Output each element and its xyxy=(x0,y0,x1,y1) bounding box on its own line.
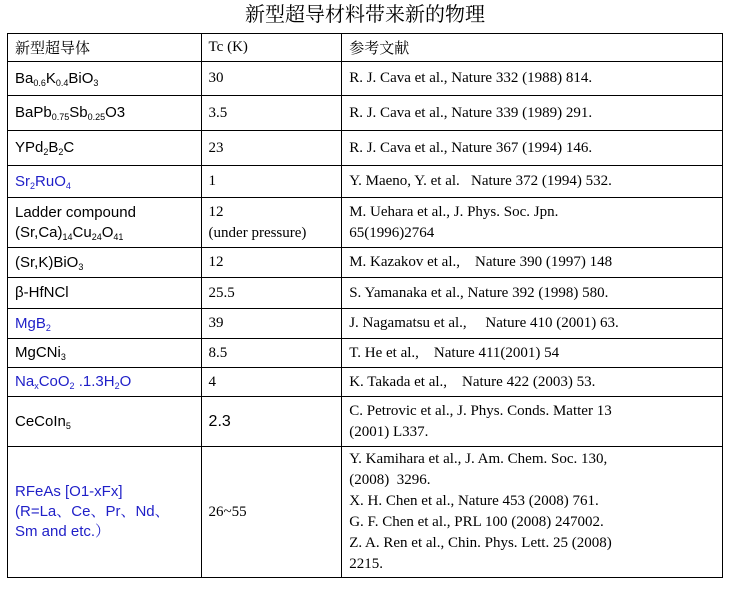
formula-text: BaPb xyxy=(15,104,52,121)
tc-value: 26~55 xyxy=(208,503,247,520)
tc-value: 30 xyxy=(208,70,224,86)
formula-text: Ba xyxy=(15,69,34,87)
tc-value: 2.3 xyxy=(208,413,231,430)
table-row xyxy=(8,278,723,309)
tc-cell xyxy=(201,278,342,309)
table-row xyxy=(8,397,723,447)
formula-text: Cu xyxy=(72,223,92,241)
formula-subscript: 3 xyxy=(78,261,84,272)
reference-line: K. Takada et al., Nature 422 (2003) 53. xyxy=(349,373,596,390)
material-cell xyxy=(8,397,202,447)
table-row xyxy=(8,198,723,248)
reference-cell xyxy=(342,368,723,397)
table-row xyxy=(8,309,723,339)
formula-text: (R=La、Ce、Pr、Nd、 xyxy=(15,503,170,520)
reference-line: X. H. Chen et al., Nature 453 (2008) 761. xyxy=(349,493,599,509)
header-reference: 参考文献 xyxy=(342,34,723,62)
formula-subscript: 3 xyxy=(60,352,66,362)
formula-text: C xyxy=(63,139,75,156)
formula-text: B xyxy=(48,139,59,156)
tc-cell xyxy=(201,339,342,368)
formula-text: .1.3H xyxy=(74,373,115,390)
formula-subscript: 0.4 xyxy=(55,77,69,88)
material-cell xyxy=(8,96,202,131)
reference-cell xyxy=(342,397,723,447)
formula-text: Na xyxy=(15,373,35,390)
formula-text: CeCoIn xyxy=(15,412,66,430)
formula-subscript: 3 xyxy=(93,77,99,88)
material-cell xyxy=(8,248,202,278)
reference-cell xyxy=(342,278,723,309)
material-cell xyxy=(8,278,202,309)
formula-text: K xyxy=(45,69,56,87)
reference-line: 65(1996)2764 xyxy=(349,224,435,241)
table-row xyxy=(8,339,723,368)
formula-text: O xyxy=(101,223,114,241)
reference-line: R. J. Cava et al., Nature 339 (1989) 291. xyxy=(349,104,593,121)
formula-subscript: 41 xyxy=(113,231,124,242)
reference-line: G. F. Chen et al., PRL 100 (2008) 247002. xyxy=(349,514,604,530)
reference-cell xyxy=(342,339,723,368)
tc-value: 39 xyxy=(208,315,224,331)
formula-text: O xyxy=(119,373,132,390)
reference-line: T. He et al., Nature 411(2001) 54 xyxy=(349,344,560,361)
material-cell xyxy=(8,166,202,198)
reference-line: Y. Maeno, Y. et al. Nature 372 (1994) 532. xyxy=(349,173,612,189)
reference-line: M. Kazakov et al., Nature 390 (1997) 148 xyxy=(349,254,613,270)
reference-line: (2001) L337. xyxy=(349,423,429,440)
tc-value: 4 xyxy=(208,373,217,390)
table-body xyxy=(8,62,723,578)
formula-text: MgB xyxy=(15,314,46,332)
formula-subscript: 4 xyxy=(65,180,71,191)
formula-subscript: 0.75 xyxy=(51,112,70,122)
reference-line: J. Nagamatsu et al., Nature 410 (2001) 63. xyxy=(349,315,619,331)
reference-cell xyxy=(342,248,723,278)
table-row xyxy=(8,447,723,578)
reference-line: Z. A. Ren et al., Chin. Phys. Lett. 25 (2008) xyxy=(349,535,612,551)
formula-text: (Sr,Ca) xyxy=(15,223,63,241)
reference-line: S. Yamanaka et al., Nature 392 (1998) 580. xyxy=(349,284,609,301)
page-title: 新型超导材料带来新的物理 xyxy=(245,2,485,26)
tc-cell xyxy=(201,368,342,397)
tc-cell xyxy=(201,397,342,447)
formula-subscript: 2 xyxy=(69,381,75,391)
header-tc: Tc (K) xyxy=(201,34,342,62)
tc-value: 3.5 xyxy=(208,104,228,121)
formula-text: YPd xyxy=(15,139,44,156)
material-cell xyxy=(8,309,202,339)
reference-line: (2008) 3296. xyxy=(349,472,431,488)
tc-cell xyxy=(201,309,342,339)
material-cell xyxy=(8,368,202,397)
tc-value: 12 xyxy=(208,254,224,270)
tc-cell xyxy=(201,166,342,198)
formula-text: O3 xyxy=(105,104,126,121)
table-row xyxy=(8,248,723,278)
reference-cell xyxy=(342,96,723,131)
material-cell xyxy=(8,339,202,368)
formula-subscript: 5 xyxy=(65,420,71,431)
reference-line: Y. Kamihara et al., J. Am. Chem. Soc. 130, xyxy=(349,451,608,467)
table-row xyxy=(8,62,723,96)
material-cell xyxy=(8,447,202,578)
tc-value: 23 xyxy=(208,139,224,156)
formula-text: (Sr,K)BiO xyxy=(15,253,79,271)
reference-cell xyxy=(342,166,723,198)
formula-text: β-HfNCl xyxy=(15,284,69,301)
reference-cell xyxy=(342,309,723,339)
header-material: 新型超导体 xyxy=(8,34,202,62)
tc-cell xyxy=(201,96,342,131)
tc-cell xyxy=(201,447,342,578)
formula-subscript: 2 xyxy=(58,147,64,157)
tc-value: 8.5 xyxy=(208,344,228,361)
reference-line: C. Petrovic et al., J. Phys. Conds. Matter 13 xyxy=(349,402,612,419)
reference-line: R. J. Cava et al., Nature 332 (1988) 814. xyxy=(349,70,593,86)
tc-cell xyxy=(201,248,342,278)
formula-text: RFeAs [O1-xFx] xyxy=(15,483,123,500)
table-row xyxy=(8,131,723,166)
table-row xyxy=(8,96,723,131)
formula-subscript: 0.6 xyxy=(33,77,46,88)
formula-text: Ladder compound xyxy=(15,203,136,221)
formula-text: RuO xyxy=(35,172,66,190)
tc-cell xyxy=(201,198,342,248)
reference-cell xyxy=(342,62,723,96)
formula-subscript: x xyxy=(34,381,39,391)
tc-value: 1 xyxy=(208,173,217,189)
reference-line: 2215. xyxy=(349,556,383,572)
formula-subscript: 2 xyxy=(114,381,120,391)
reference-cell xyxy=(342,447,723,578)
formula-subscript: 24 xyxy=(91,231,102,242)
table-row xyxy=(8,166,723,198)
formula-subscript: 2 xyxy=(30,180,36,191)
formula-text: Sr xyxy=(15,172,30,190)
reference-line: M. Uehara et al., J. Phys. Soc. Jpn. xyxy=(349,203,559,220)
reference-line: R. J. Cava et al., Nature 367 (1994) 146. xyxy=(349,139,593,156)
tc-value: (under pressure) xyxy=(208,224,307,241)
formula-text: CoO xyxy=(38,373,70,390)
formula-subscript: 2 xyxy=(43,147,49,157)
material-cell xyxy=(8,62,202,96)
tc-cell xyxy=(201,62,342,96)
reference-cell xyxy=(342,131,723,166)
tc-value: 12 xyxy=(208,203,224,220)
material-cell xyxy=(8,131,202,166)
material-cell xyxy=(8,198,202,248)
formula-text: Sm and etc.） xyxy=(15,523,111,540)
reference-cell xyxy=(342,198,723,248)
formula-subscript: 2 xyxy=(45,322,51,333)
table-row xyxy=(8,368,723,397)
formula-text: BiO xyxy=(68,69,94,87)
formula-subscript: 14 xyxy=(62,231,73,242)
superconductor-table xyxy=(7,33,723,578)
tc-cell xyxy=(201,131,342,166)
formula-text: Sb xyxy=(69,104,88,121)
formula-subscript: 0.25 xyxy=(87,112,106,122)
tc-value: 25.5 xyxy=(208,284,235,301)
table-header-row xyxy=(8,34,723,62)
formula-text: MgCNi xyxy=(15,344,61,361)
